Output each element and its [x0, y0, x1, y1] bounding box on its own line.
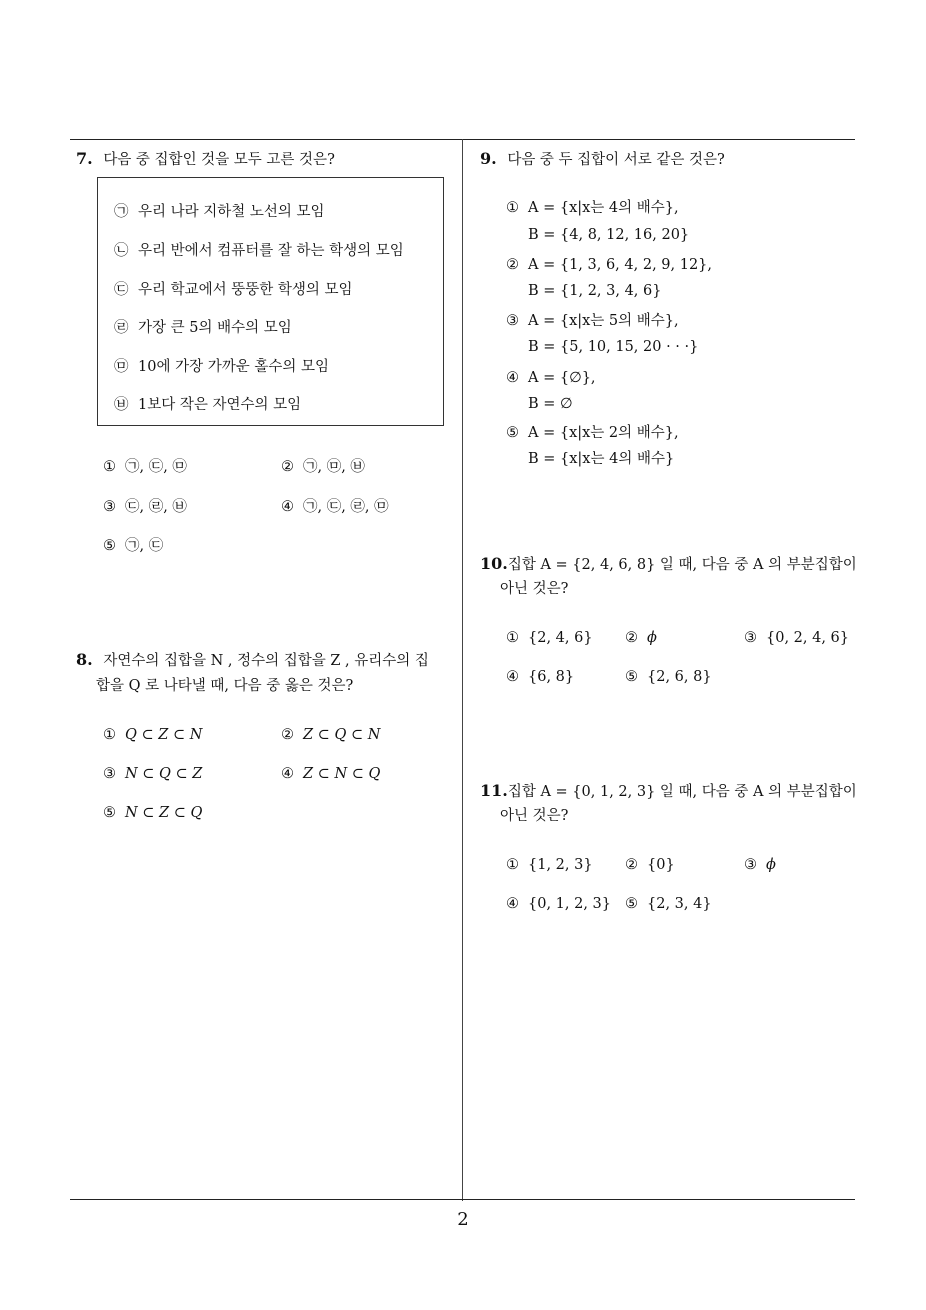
item-mark: ㉢ [114, 282, 129, 298]
choice-text: ㉠, ㉢, ㉤ [125, 459, 187, 475]
choice-text: N ⊂ Q ⊂ Z [125, 766, 203, 782]
choice-line2: B = {4, 8, 12, 16, 20} [528, 227, 690, 243]
choice-text: ϕ [647, 630, 657, 646]
question-text: 다음 중 두 집합이 서로 같은 것은? [507, 152, 725, 168]
choice-2[interactable] [281, 728, 380, 743]
question-number: 9. [480, 149, 497, 168]
item-mark: ㉡ [114, 243, 129, 259]
choice-number: ④ [281, 499, 294, 515]
choice-text: ㉠, ㉢ [125, 538, 164, 554]
item-mark: ㉠ [114, 204, 129, 220]
choice-text: ㉢, ㉣, ㉥ [125, 499, 187, 515]
question-9 [480, 151, 725, 168]
question-number: 10. [480, 554, 508, 573]
choice-number: ③ [506, 313, 519, 329]
item-text: 우리 학교에서 뚱뚱한 학생의 모임 [138, 282, 353, 298]
choice-text: {1, 2, 3} [528, 857, 593, 873]
choice-text: {2, 6, 8} [647, 669, 712, 685]
choice-2[interactable] [625, 858, 675, 873]
choice-number: ③ [744, 857, 757, 873]
choice-1[interactable] [506, 858, 593, 873]
choice-number: ④ [506, 669, 519, 685]
box-item [114, 398, 301, 413]
box-item [114, 321, 292, 336]
choice-line1: A = {x|x는 2의 배수}, [528, 425, 679, 441]
choice-number: ⑤ [103, 538, 116, 554]
choice-line2: B = {5, 10, 15, 20 · · ·} [528, 339, 699, 355]
choice-3[interactable] [744, 631, 849, 646]
choice-line1: A = {x|x는 4의 배수}, [528, 200, 679, 216]
choice-number: ② [506, 257, 519, 273]
choice-number: ② [281, 727, 294, 743]
choice-3[interactable] [744, 858, 776, 873]
choice-5[interactable] [625, 670, 712, 685]
choice-number: ⑤ [506, 425, 519, 441]
choice-number: ① [506, 857, 519, 873]
choice-text: {0, 1, 2, 3} [528, 896, 612, 912]
bottom-rule [70, 1199, 855, 1200]
choice-line2: B = ∅ [528, 396, 573, 412]
question-number: 8. [76, 650, 93, 669]
column-divider [462, 139, 463, 1201]
choice-1[interactable] [506, 631, 593, 646]
question-text-line2: 합을 Q 로 나타낼 때, 다음 중 옳은 것은? [96, 678, 354, 694]
item-text: 가장 큰 5의 배수의 모임 [138, 320, 292, 336]
choice-number: ④ [506, 370, 519, 386]
choice-3[interactable] [506, 314, 679, 329]
choice-text: Z ⊂ N ⊂ Q [303, 766, 381, 782]
choice-4[interactable] [506, 897, 611, 912]
choice-line1: A = {1, 3, 6, 4, 2, 9, 12}, [528, 257, 713, 273]
choice-number: ④ [506, 896, 519, 912]
choice-text: ϕ [766, 857, 776, 873]
choice-4[interactable] [506, 371, 596, 386]
question-11 [480, 783, 857, 800]
question-text-line2: 아닌 것은? [500, 581, 569, 597]
question-text-line1: 집합 A = {2, 4, 6, 8} 일 때, 다음 중 A 의 부분집합이 [507, 557, 857, 573]
choice-text: {2, 3, 4} [647, 896, 712, 912]
choice-text: Q ⊂ Z ⊂ N [125, 727, 203, 743]
question-10 [480, 556, 857, 573]
choice-text: {2, 4, 6} [528, 630, 593, 646]
choice-2[interactable] [281, 460, 365, 475]
choice-5[interactable] [103, 806, 202, 821]
choice-2[interactable] [625, 631, 657, 646]
choice-line2: B = {x|x는 4의 배수} [528, 451, 675, 467]
item-text: 10에 가장 가까운 홀수의 모임 [138, 359, 329, 375]
question-number: 7. [76, 149, 93, 168]
choice-number: ⑤ [625, 896, 638, 912]
choice-number: ① [506, 630, 519, 646]
item-text: 1보다 작은 자연수의 모임 [138, 397, 302, 413]
choice-text: Z ⊂ Q ⊂ N [303, 727, 381, 743]
choice-text: {0, 2, 4, 6} [766, 630, 850, 646]
choice-text: {6, 8} [528, 669, 575, 685]
choice-number: ③ [103, 499, 116, 515]
choice-5[interactable] [506, 426, 679, 441]
choice-number: ③ [103, 766, 116, 782]
choice-number: ② [625, 630, 638, 646]
item-mark: ㉥ [114, 397, 129, 413]
choice-number: ③ [744, 630, 757, 646]
choice-text: ㉠, ㉢, ㉣, ㉤ [303, 499, 389, 515]
choice-1[interactable] [103, 460, 187, 475]
box-item [114, 205, 325, 220]
choice-1[interactable] [103, 728, 202, 743]
choice-number: ⑤ [625, 669, 638, 685]
choice-line1: A = {∅}, [528, 370, 596, 386]
choice-number: ② [625, 857, 638, 873]
choice-number: ⑤ [103, 805, 116, 821]
choice-1[interactable] [506, 201, 679, 216]
choice-number: ① [103, 459, 116, 475]
item-mark: ㉤ [114, 359, 129, 375]
box-item [114, 244, 404, 259]
question-text-line1: 집합 A = {0, 1, 2, 3} 일 때, 다음 중 A 의 부분집합이 [507, 784, 857, 800]
choice-text: N ⊂ Z ⊂ Q [125, 805, 203, 821]
choice-4[interactable] [281, 500, 389, 515]
choice-line1: A = {x|x는 5의 배수}, [528, 313, 679, 329]
question-8 [76, 652, 429, 669]
question-number: 11. [480, 781, 508, 800]
item-mark: ㉣ [114, 320, 129, 336]
choice-3[interactable] [103, 767, 202, 782]
box-item [114, 360, 329, 375]
choice-number: ① [103, 727, 116, 743]
choice-5[interactable] [103, 539, 163, 554]
choice-5[interactable] [625, 897, 712, 912]
box-item [114, 283, 353, 298]
choice-4[interactable] [506, 670, 574, 685]
question-text-line2: 아닌 것은? [500, 808, 569, 824]
choice-4[interactable] [281, 767, 380, 782]
question-text-line1: 자연수의 집합을 N , 정수의 집합을 Z , 유리수의 집 [103, 653, 429, 669]
choice-text: ㉠, ㉤, ㉥ [303, 459, 365, 475]
choice-text: {0} [647, 857, 675, 873]
question-7 [76, 151, 335, 168]
choice-line2: B = {1, 2, 3, 4, 6} [528, 283, 662, 299]
choice-3[interactable] [103, 500, 187, 515]
choice-number: ① [506, 200, 519, 216]
item-text: 우리 반에서 컴퓨터를 잘 하는 학생의 모임 [138, 243, 404, 259]
choice-2[interactable] [506, 258, 712, 273]
choice-number: ④ [281, 766, 294, 782]
item-text: 우리 나라 지하철 노선의 모임 [138, 204, 325, 220]
page-number: 2 [457, 1209, 469, 1230]
choice-number: ② [281, 459, 294, 475]
question-text: 다음 중 집합인 것을 모두 고른 것은? [103, 152, 335, 168]
